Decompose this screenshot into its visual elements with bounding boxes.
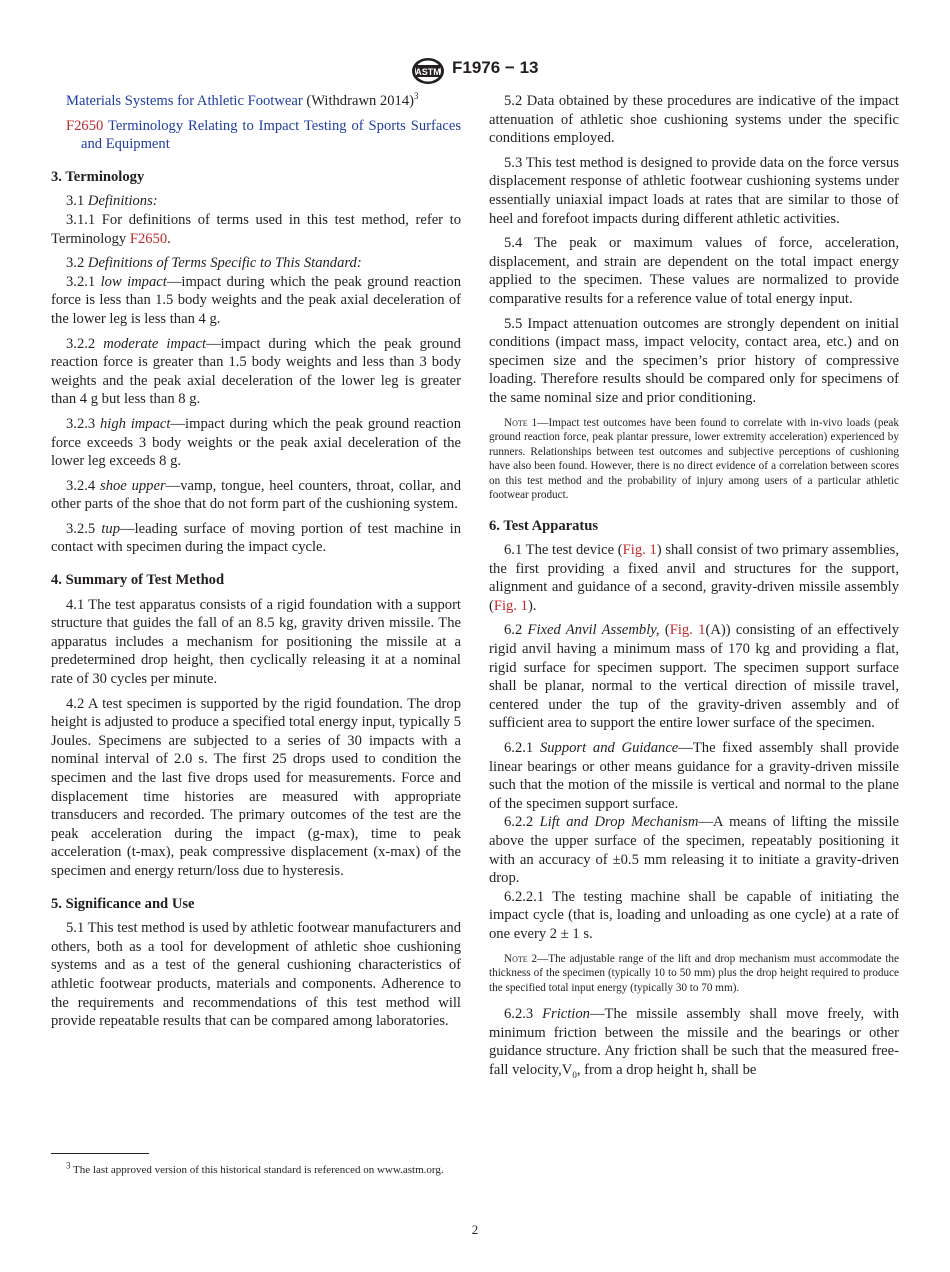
paragraph-5-3: 5.3 This test method is designed to provide data on the force versus displacement response of athletic footwear cushioning systems under essentially uniaxial impact loads at rates that are similar to those of heel and forefoot impacts during different athletic activities. — [489, 154, 899, 227]
paragraph-3-2-4: 3.2.4 shoe upper—vamp, tongue, heel counters, throat, collar, and other parts of the shoe that do not form part of the cushioning system. — [51, 477, 461, 513]
paragraph-4-1: 4.1 The test apparatus consists of a rigid foundation with a support structure that guides the fall of an 8.5 kg, gravity driven missile. The apparatus includes a mechanism for positioning the missile at a predetermined drop height, then cyclically releasing it at a nominal rate of 30 cycles per minute. — [51, 596, 461, 688]
page-number: 2 — [471, 1222, 479, 1237]
paragraph-3-2-5: 3.2.5 tup—leading surface of moving portion of test machine in contact with specimen during the impact cycle. — [51, 520, 461, 556]
paragraph-6-2-1: 6.2.1 Support and Guidance—The fixed assembly shall provide linear bearings or other means guidance for a gravity-driven missile such that the motion of the missile is vertical and normal to the plane of the specimen support surface. — [489, 740, 899, 812]
reference-f2650 — [51, 117, 461, 154]
footnote-divider — [51, 1153, 149, 1154]
paragraph-5-5: 5.5 Impact attenuation outcomes are strongly dependent on initial conditions (impact mass, impact velocity, contact area, etc.) and on specimen size and the specimen’s prior history of compressive loading. Therefore results should be compared only for specimens of the same nominal size and prior conditioning. — [489, 315, 899, 406]
footnote-mark[interactable]: 3 — [413, 91, 419, 102]
figure-1-link[interactable]: Fig. 1 — [622, 542, 657, 559]
paragraph-6-2-2: 6.2.2 Lift and Drop Mechanism—A means of lifting the missile above the upper surface of the specimen, repeatably positioning it with an accuracy of ±0.5 mm releasing it to initiate a gravity-driven drop. — [489, 814, 899, 887]
paragraph-6-1: 6.1 The test device (Fig. 1) shall consist of two primary assemblies, the first providing a fixed anvil and structures for the support, alignment and guidance of a second, gravity-driven missile assembly (Fig. 1). — [489, 542, 900, 614]
figure-1-link[interactable]: Fig. 1 — [493, 597, 528, 614]
page-header — [0, 56, 950, 88]
paragraph-5-1: 5.1 This test method is used by athletic footwear manufacturers and others, both as a tool for development of athletic shoe cushioning systems and as a test of the general cushioning characteristics of athletic footwear products, materials and components. Adherence to the requirements and recommendations of this test method will provide repeatable results that can be compared among laboratories. — [51, 920, 461, 1030]
paragraph-4-2: 4.2 A test specimen is supported by the rigid foundation. The drop height is adjusted to produce a specified total energy input, typically 5 Joules. Specimens are subjected to a series of 30 impacts with a nominal interval of 2.0 s. The first 25 drops used to condition the specimen and the last five drops used for measurements. Force and displacement time histories are measured with appropriate transducers and recorded. The primary outcomes of the test are the peak acceleration during the impact (g-max), time to peak acceleration (t-max), peak compressive displacement (x-max) of the specimen and energy return/loss due to hysteresis. — [51, 695, 461, 879]
section-heading-summary: 4. Summary of Test Method — [51, 572, 225, 589]
reference-link[interactable]: Materials Systems for Athletic Footwear — [66, 93, 303, 109]
terminology-link[interactable]: F2650 — [129, 230, 168, 247]
section-heading-terminology: 3. Terminology — [51, 168, 145, 185]
note-2: Note 2—The adjustable range of the lift and drop mechanism must accommodate the thickness of the specimen (typically 10 to 50 mm) plus the drop height required to produce the specified total input energy (typically 30 to 70 mm). — [489, 952, 899, 994]
paragraph-6-2: 6.2 Fixed Anvil Assembly, (Fig. 1(A)) consisting of an effectively rigid anvil having a minimum mass of 170 kg and providing a flat, rigid surface for specimen support. The specimen support surface shall be planar, normal to the vertical direction of missile travel, centered under the tup of the gravity-driven assembly and of sufficient area to support the entire lower surface of the specimen. — [489, 622, 899, 732]
paragraph-3-2-3: 3.2.3 high impact—impact during which the peak ground reaction force exceeds 3 body weights or the peak axial deceleration of the lower leg exceeds 8 g. — [51, 415, 461, 470]
document-number: F1976 − 13 — [452, 58, 539, 77]
left-column — [51, 92, 461, 1037]
section-heading-significance: 5. Significance and Use — [51, 895, 195, 912]
reference-withdrawn: Materials Systems for Athletic Footwear (Withdrawn 2014)$^3$ — [66, 91, 419, 109]
paragraph-6-2-3: 6.2.3 Friction—The missile assembly shall move freely, with minimum friction between the missile and the bearings or other guidance structure. Any friction shall be such that the measured free-fall $velocity,V_0$, from a drop height h, shall be — [489, 1006, 900, 1080]
section-heading-apparatus: 6. Test Apparatus — [489, 517, 599, 534]
right-column — [489, 92, 899, 1079]
paragraph-3-2-1: 3.2.1 low impact—impact during which the peak ground reaction force is less than 1.5 body weights and the peak axial deceleration of the lower leg is less than 4 g. — [51, 273, 461, 327]
footnote: $^3$ The last approved version of this historical standard is referenced on www.astm.org. — [66, 1160, 444, 1176]
paragraph-3-1: 3.1 Definitions: — [66, 193, 158, 210]
astm-logo-icon — [410, 56, 446, 86]
reference-code-link[interactable]: F2650 — [66, 117, 104, 134]
reference-title-link[interactable]: Terminology Relating to Impact Testing of Sports Surfaces and Equipment — [81, 117, 462, 153]
figure-1-link[interactable]: Fig. 1 — [669, 622, 706, 639]
paragraph-3-1-1: 3.1.1 For definitions of terms used in this test method, refer to Terminology F2650. — [51, 211, 461, 247]
note-1: Note 1—Impact test outcomes have been found to correlate with in-vivo loads (peak ground reaction force, peak plantar pressure, lower extremity acceleration) experienced by runners. Relationships between test outcomes and subjective perceptions of cushioning have also been found. However, there is no direct evidence of a correlation between scores on this test method and the probability of injury among users of a particular athletic footwear product. — [489, 416, 899, 501]
paragraph-5-4: 5.4 The peak or maximum values of force, acceleration, displacement, and strain are dependent on the total impact energy applied to the specimen. These values are normalized to provide comparative results for a reference value of total energy input. — [489, 235, 899, 307]
paragraph-3-2-2: 3.2.2 moderate impact—impact during which the peak ground reaction force is greater than 1.5 body weights and less than 3 body weights and the peak axial deceleration of the lower leg is greater than 4 g but less than 8 g. — [51, 335, 461, 408]
paragraph-3-2: 3.2 Definitions of Terms Specific to This Standard: — [66, 255, 362, 272]
paragraph-5-2: 5.2 Data obtained by these procedures are indicative of the impact attenuation of athletic shoe cushioning systems under the specific conditions employed. — [489, 93, 899, 147]
svg-text:ASTM: ASTM — [415, 67, 441, 77]
paragraph-6-2-2-1: 6.2.2.1 The testing machine shall be capable of initiating the impact cycle (that is, loading and unloading as one cycle) at a rate of one every 2 ± 1 s. — [489, 888, 899, 942]
